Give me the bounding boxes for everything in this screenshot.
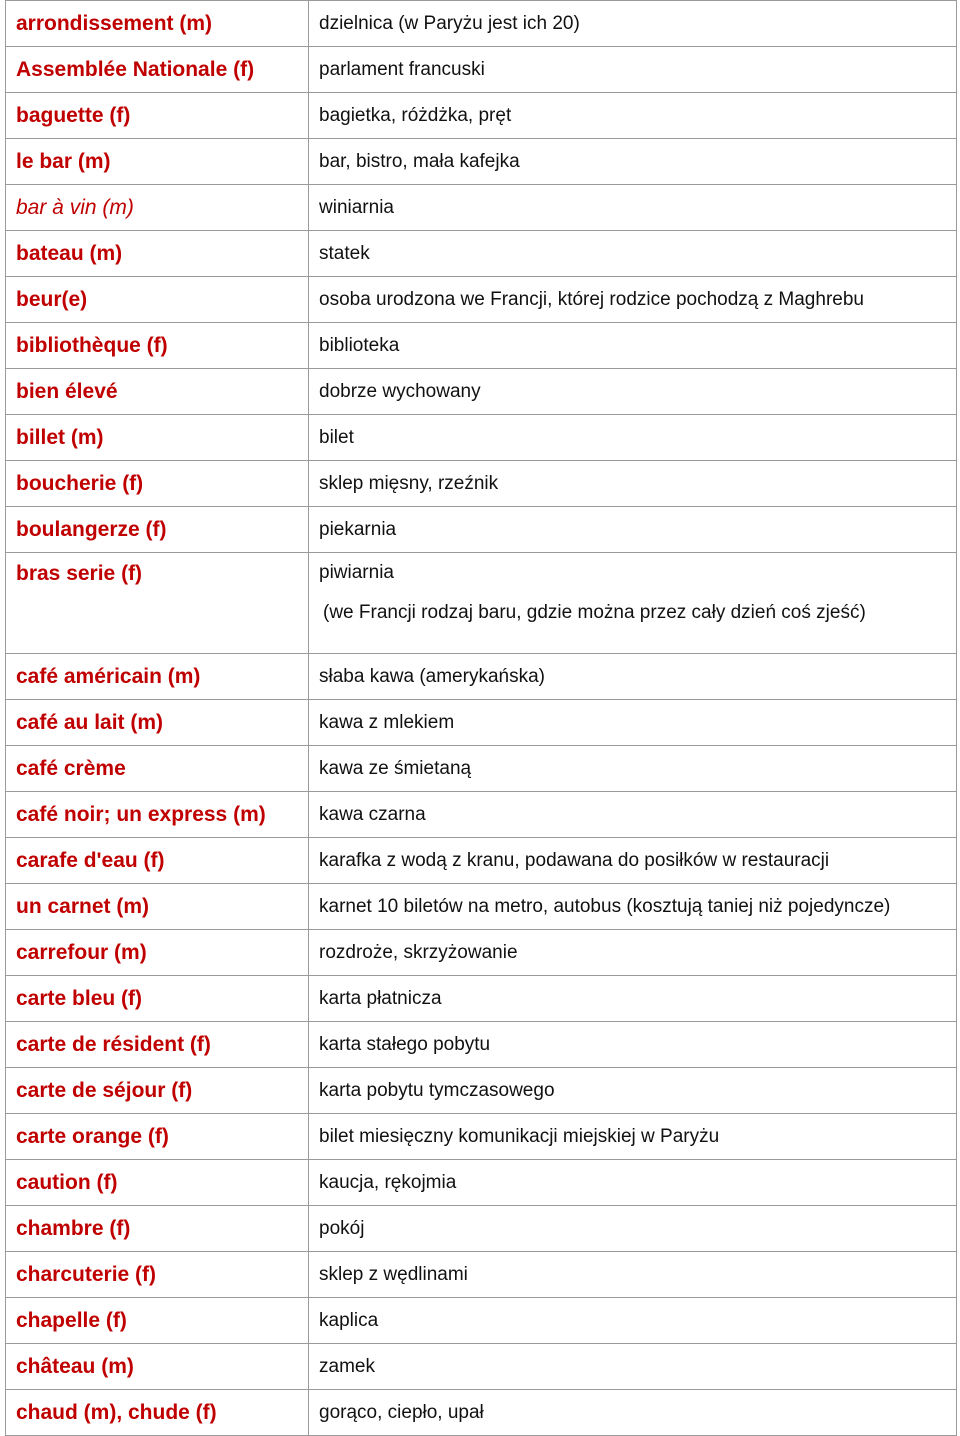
french-term: caution (f): [6, 1160, 309, 1206]
translation-note: (we Francji rodzaj baru, gdzie można przez cały dzień coś zjeść): [323, 602, 866, 623]
table-row: [6, 323, 957, 369]
polish-translation: karta pobytu tymczasowego: [319, 1079, 555, 1101]
polish-translation: dzielnica (w Paryżu jest ich 20): [319, 12, 580, 34]
french-term: bien élevé: [6, 369, 309, 415]
table-row: [6, 654, 957, 700]
french-term: carrefour (m): [6, 930, 309, 976]
french-term: carte orange (f): [6, 1114, 309, 1160]
table-row: [6, 1298, 957, 1344]
polish-translation: winiarnia: [319, 196, 394, 218]
table-row: [6, 415, 957, 461]
table-row: [6, 1160, 957, 1206]
french-term: boucherie (f): [6, 461, 309, 507]
polish-translation: kawa z mlekiem: [319, 711, 455, 733]
polish-translation: bilet: [319, 426, 354, 448]
table-row: [6, 1, 957, 47]
polish-translation: karta płatnicza: [319, 987, 442, 1009]
polish-translation: pokój: [319, 1217, 365, 1239]
polish-translation-cell: [309, 185, 957, 231]
french-term: café noir; un express (m): [6, 792, 309, 838]
vocabulary-table: [5, 0, 957, 1436]
polish-translation-cell: [309, 884, 957, 930]
polish-translation-cell: [309, 47, 957, 93]
polish-translation-cell: [309, 1068, 957, 1114]
polish-translation-cell: [309, 1206, 957, 1252]
table-row: [6, 1252, 957, 1298]
table-row: [6, 792, 957, 838]
french-term: café au lait (m): [6, 700, 309, 746]
table-row: [6, 1022, 957, 1068]
table-row: [6, 700, 957, 746]
table-row: [6, 1344, 957, 1390]
polish-translation: kawa czarna: [319, 803, 426, 825]
polish-translation-cell: [309, 1344, 957, 1390]
french-term: arrondissement (m): [6, 1, 309, 47]
polish-translation: kawa ze śmietaną: [319, 757, 472, 779]
table-row: [6, 1390, 957, 1436]
french-term: château (m): [6, 1344, 309, 1390]
polish-translation: karafka z wodą z kranu, podawana do posiłków w restauracji: [319, 849, 830, 871]
french-term: boulangerze (f): [6, 507, 309, 553]
polish-translation-cell: [309, 930, 957, 976]
polish-translation-cell: [309, 1022, 957, 1068]
french-term: café crème: [6, 746, 309, 792]
table-row: [6, 1114, 957, 1160]
polish-translation: osoba urodzona we Francji, której rodzice pochodzą z Maghrebu: [319, 288, 864, 310]
polish-translation-cell: [309, 93, 957, 139]
french-term: chambre (f): [6, 1206, 309, 1252]
table-row: [6, 93, 957, 139]
table-row: [6, 553, 957, 654]
french-term: carte de résident (f): [6, 1022, 309, 1068]
table-row: [6, 139, 957, 185]
french-term: bar à vin (m): [6, 185, 309, 231]
polish-translation-cell: [309, 700, 957, 746]
table-row: [6, 507, 957, 553]
polish-translation: rozdroże, skrzyżowanie: [319, 941, 518, 963]
polish-translation: piekarnia: [319, 518, 397, 540]
polish-translation-cell: [309, 415, 957, 461]
polish-translation: gorąco, ciepło, upał: [319, 1401, 484, 1423]
polish-translation-cell: [309, 323, 957, 369]
polish-translation: słaba kawa (amerykańska): [319, 665, 545, 687]
polish-translation: sklep z wędlinami: [319, 1263, 468, 1285]
table-row: [6, 47, 957, 93]
french-term: charcuterie (f): [6, 1252, 309, 1298]
french-term: chapelle (f): [6, 1298, 309, 1344]
french-term: carte bleu (f): [6, 976, 309, 1022]
table-row: [6, 185, 957, 231]
table-row: [6, 884, 957, 930]
polish-translation-cell: [309, 1390, 957, 1436]
french-term: le bar (m): [6, 139, 309, 185]
polish-translation: kaucja, rękojmia: [319, 1171, 457, 1193]
polish-translation: statek: [319, 242, 370, 264]
polish-translation-cell: [309, 976, 957, 1022]
french-term: carte de séjour (f): [6, 1068, 309, 1114]
polish-translation: karnet 10 biletów na metro, autobus (kosztują taniej niż pojedyncze): [319, 895, 891, 917]
table-row: [6, 369, 957, 415]
polish-translation-cell: [309, 792, 957, 838]
table-row: [6, 461, 957, 507]
polish-translation: bagietka, różdżka, pręt: [319, 104, 512, 126]
polish-translation-cell: [309, 553, 957, 654]
polish-translation: karta stałego pobytu: [319, 1033, 491, 1055]
french-term: Assemblée Nationale (f): [6, 47, 309, 93]
french-term: bateau (m): [6, 231, 309, 277]
vocabulary-table-body: [6, 1, 957, 1436]
polish-translation: biblioteka: [319, 334, 400, 356]
polish-translation-cell: [309, 461, 957, 507]
french-term: chaud (m), chude (f): [6, 1390, 309, 1436]
table-row: [6, 976, 957, 1022]
polish-translation-cell: [309, 139, 957, 185]
polish-translation-cell: [309, 654, 957, 700]
polish-translation: kaplica: [319, 1309, 379, 1331]
table-row: [6, 1206, 957, 1252]
french-term: billet (m): [6, 415, 309, 461]
polish-translation-cell: [309, 1252, 957, 1298]
polish-translation: piwiarnia: [319, 562, 394, 583]
table-row: [6, 838, 957, 884]
table-row: [6, 1068, 957, 1114]
polish-translation-cell: [309, 1298, 957, 1344]
polish-translation: dobrze wychowany: [319, 380, 481, 402]
polish-translation-cell: [309, 369, 957, 415]
polish-translation-cell: [309, 746, 957, 792]
polish-translation-cell: [309, 231, 957, 277]
table-row: [6, 231, 957, 277]
french-term: bras serie (f): [6, 553, 309, 654]
polish-translation: bar, bistro, mała kafejka: [319, 150, 520, 172]
table-row: [6, 277, 957, 323]
table-row: [6, 930, 957, 976]
polish-translation-cell: [309, 277, 957, 323]
french-term: carafe d'eau (f): [6, 838, 309, 884]
polish-translation-cell: [309, 507, 957, 553]
french-term: un carnet (m): [6, 884, 309, 930]
french-term: beur(e): [6, 277, 309, 323]
polish-translation-cell: [309, 1, 957, 47]
polish-translation: zamek: [319, 1355, 375, 1377]
polish-translation: bilet miesięczny komunikacji miejskiej w Paryżu: [319, 1125, 720, 1147]
french-term: café américain (m): [6, 654, 309, 700]
polish-translation-cell: [309, 838, 957, 884]
french-term: bibliothèque (f): [6, 323, 309, 369]
polish-translation-cell: [309, 1114, 957, 1160]
table-row: [6, 746, 957, 792]
polish-translation: parlament francuski: [319, 58, 485, 80]
polish-translation-cell: [309, 1160, 957, 1206]
polish-translation: sklep mięsny, rzeźnik: [319, 472, 499, 494]
french-term: baguette (f): [6, 93, 309, 139]
